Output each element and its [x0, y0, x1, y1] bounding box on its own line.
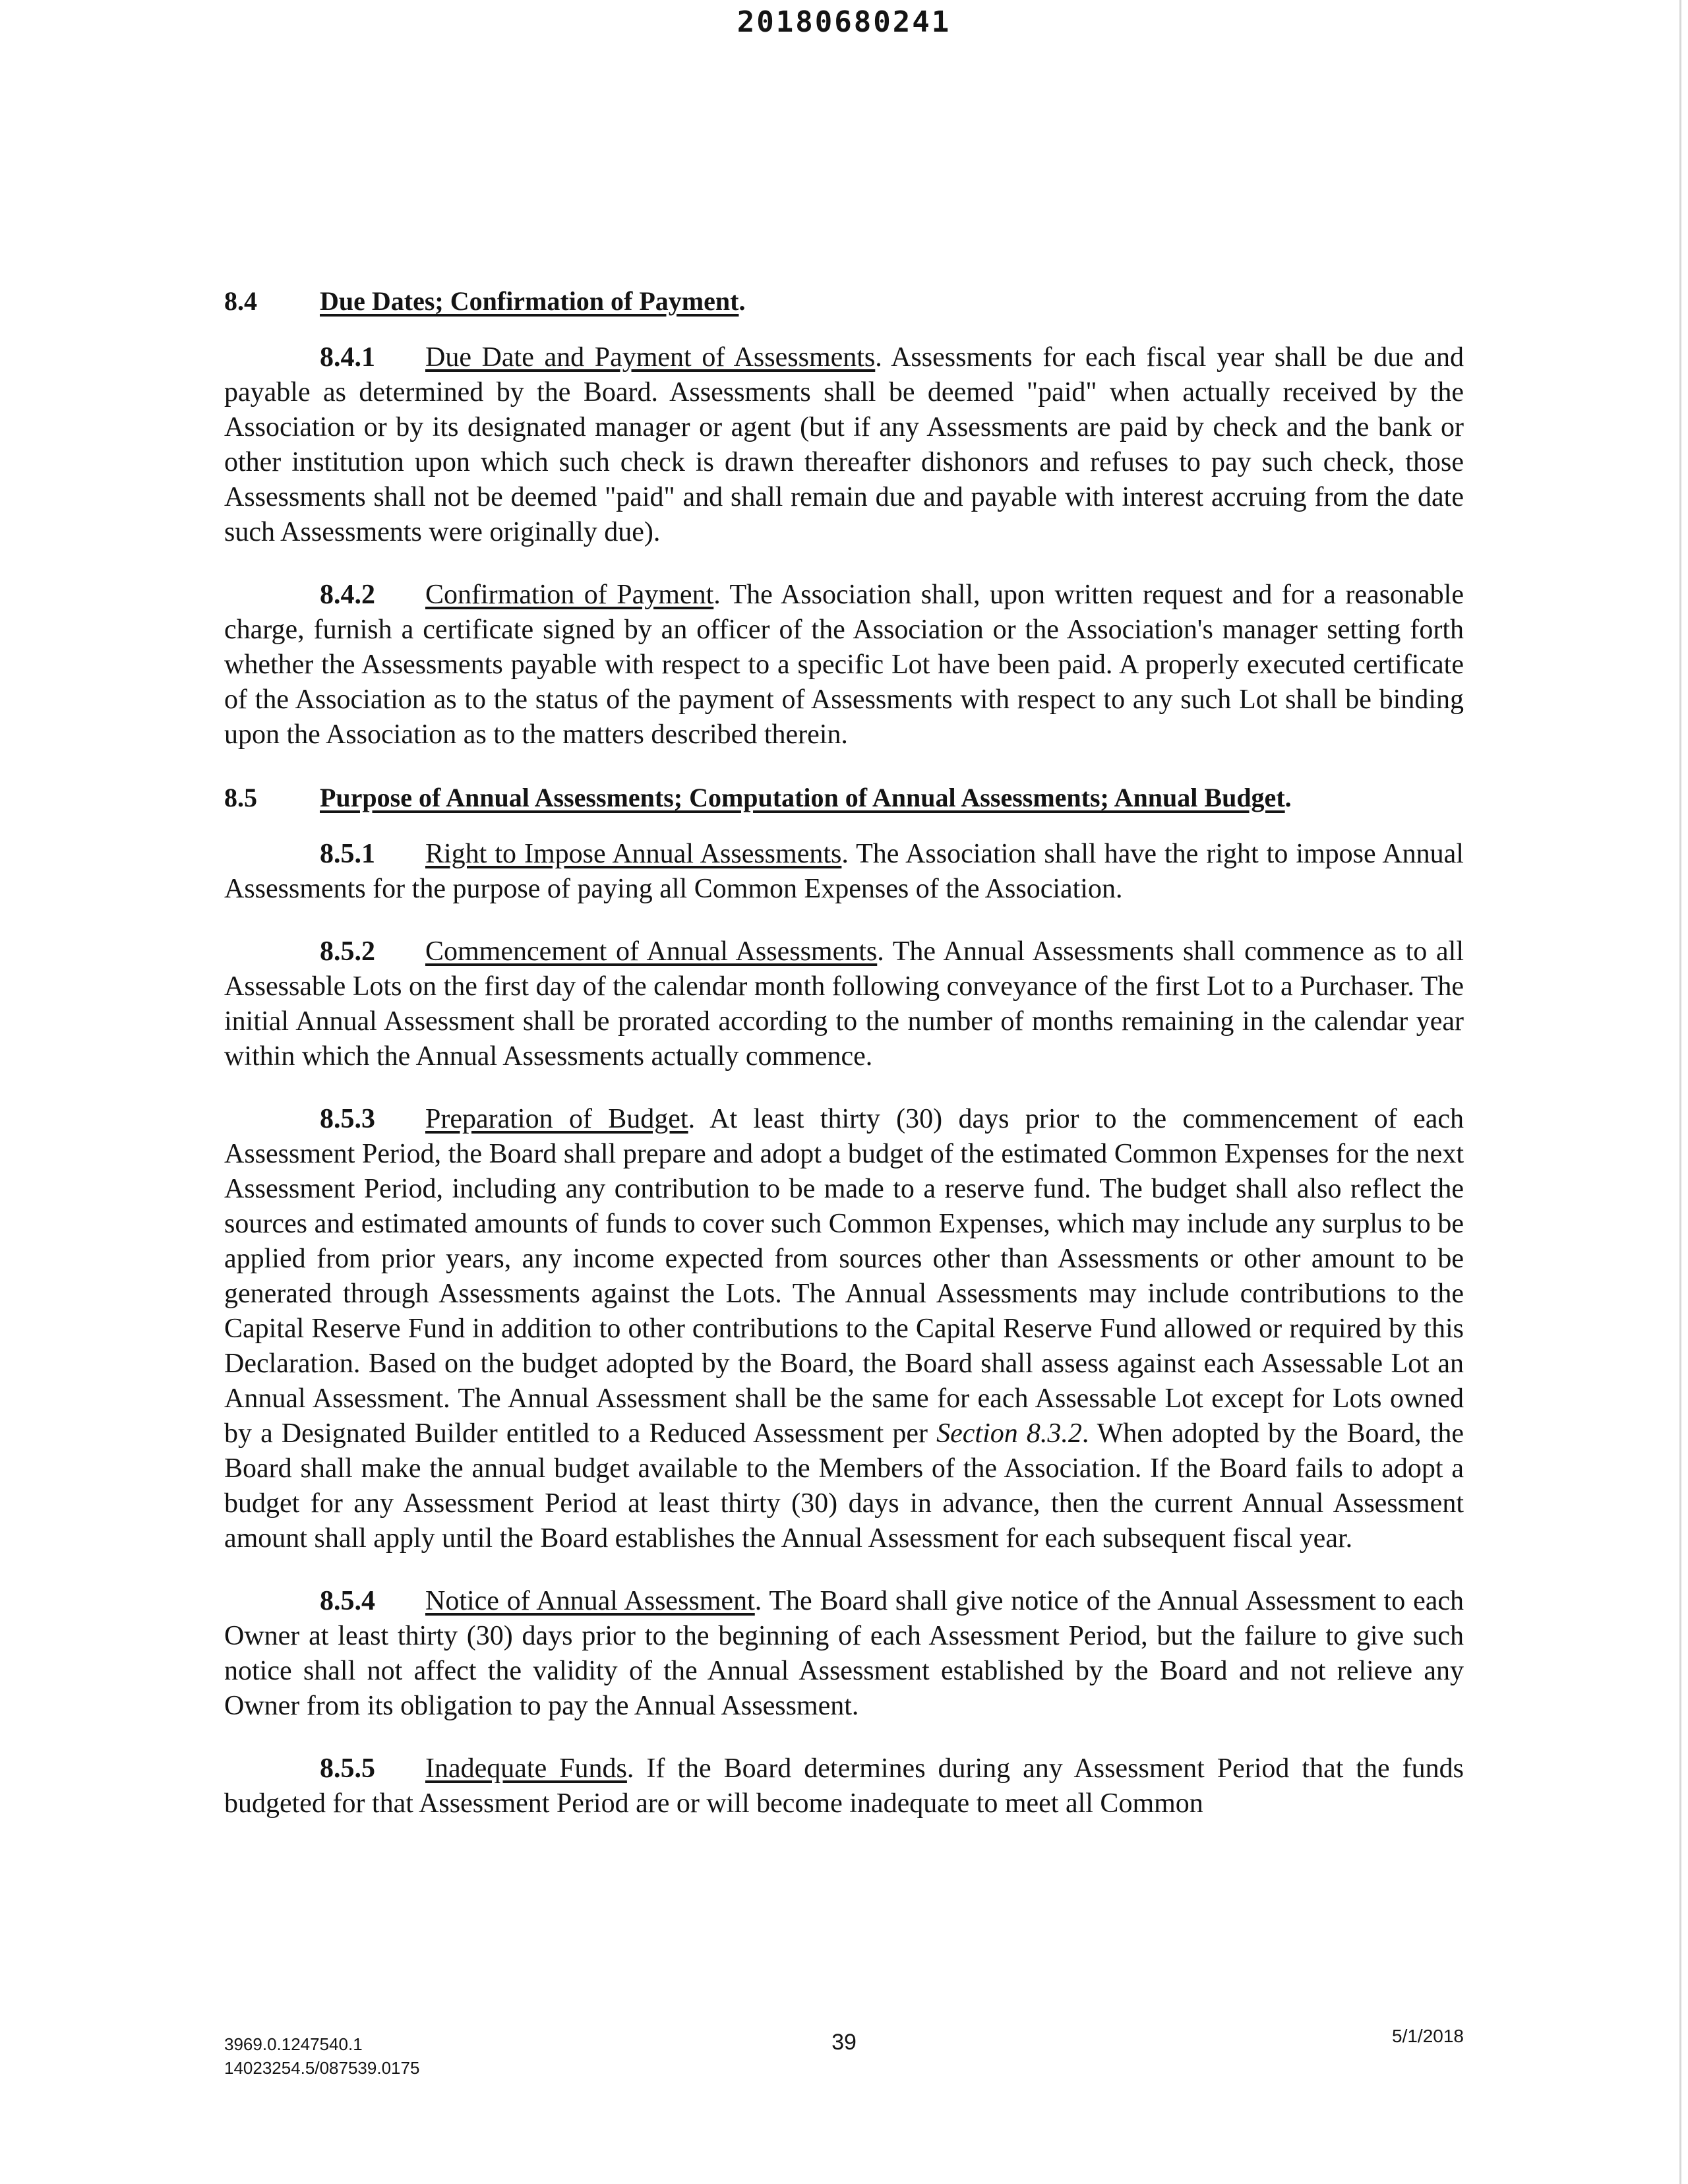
paragraph-text: The Board shall give notice of the Annual Assessment to each Owner at least thirty (30) days prior to the beginning of each Assessment Period, but the failure to give such notice shall not affect the validity of the Annual Assessment established by the Board and not relieve any Owner from its obligation to pay the Annual Assessment. — [224, 1586, 1464, 1721]
subsection-title: Inadequate Funds — [425, 1753, 627, 1784]
paragraph-text: If the Board determines during any Assessment Period that the funds budgeted for that Assessment Period are or will become inadequate to meet all Common — [224, 1753, 1464, 1819]
paragraph-8-5-5: 8.5.5 Inadequate Funds. If the Board determines during any Assessment Period that the funds budgeted for that Assessment Period are or will become inadequate to meet all Common — [224, 1751, 1464, 1821]
footer-ref-1: 3969.0.1247540.1 — [224, 2034, 363, 2054]
document-body — [224, 284, 1464, 1849]
subsection-number: 8.5.3 — [320, 1104, 375, 1134]
page-number: 39 — [831, 2030, 857, 2055]
paragraph-text-continued: When adopted by the Board, the Board shall make the annual budget available to the Members of the Association. If the Board fails to adopt a budget for any Assessment Period at least thirty (30) days in advance, then the current Annual Assessment amount shall apply until the Board establishes the Annual Assessment for each subsequent fiscal year. — [224, 1418, 1464, 1554]
footer-date: 5/1/2018 — [1392, 2026, 1464, 2046]
subsection-title: Preparation of Budget — [425, 1104, 688, 1134]
page-edge-line — [1679, 0, 1681, 2184]
section-reference: Section 8.3.2 — [936, 1418, 1082, 1449]
subsection-number: 8.5.5 — [320, 1753, 375, 1784]
section-title: Due Dates; Confirmation of Payment — [320, 286, 739, 316]
section-8-5-heading: 8.5 Purpose of Annual Assessments; Computation of Annual Assessments; Annual Budget. — [224, 780, 1464, 816]
subsection-title: Notice of Annual Assessment — [425, 1586, 755, 1616]
paragraph-text: The Association shall have the right to impose Annual Assessments for the purpose of paying all Common Expenses of the Association. — [224, 839, 1464, 904]
subsection-title: Commencement of Annual Assessments — [425, 936, 878, 967]
section-title: Purpose of Annual Assessments; Computation of Annual Assessments; Annual Budget — [320, 783, 1285, 812]
document-number: 20180680241 — [737, 5, 951, 39]
paragraph-text: The Association shall, upon written request and for a reasonable charge, furnish a certificate signed by an officer of the Association or the Association's manager setting forth whether the Assessments payable with respect to a specific Lot have been paid. A properly executed certificate of the Association as to the status of the payment of Assessments with respect to any such Lot shall be binding upon the Association as to the matters described therein. — [224, 580, 1464, 750]
subsection-number: 8.4.1 — [320, 342, 375, 373]
subsection-title: Right to Impose Annual Assessments — [425, 839, 842, 869]
paragraph-text: Assessments for each fiscal year shall be due and payable as determined by the Board. Assessments shall be deemed "paid" when actually received by the Association or by its designated manager or agent (but if any Assessments are paid by check and the bank or other institution upon which such check is drawn thereafter dishonors and refuses to pay such check, those Assessments shall not be deemed "paid" and shall remain due and payable with interest accruing from the date such Assessments were originally due). — [224, 342, 1464, 547]
footer-ref-2: 14023254.5/087539.0175 — [224, 2058, 420, 2078]
paragraph-8-5-4: 8.5.4 Notice of Annual Assessment. The Board shall give notice of the Annual Assessment to each Owner at least thirty (30) days prior to the beginning of each Assessment Period, but the failure to give such notice shall not affect the validity of the Annual Assessment established by the Board and not relieve any Owner from its obligation to pay the Annual Assessment. — [224, 1584, 1464, 1724]
paragraph-text: At least thirty (30) days prior to the commencement of each Assessment Period, the Board shall prepare and adopt a budget of the estimated Common Expenses for the next Assessment Period, including any contribution to be made to a reserve fund. The budget shall also reflect the sources and estimated amounts of funds to cover such Common Expenses, which may include any surplus to be applied from prior years, any income expected from sources other than Assessments or other amount to be generated through Assessments against the Lots. The Annual Assessments may include contributions to the Capital Reserve Fund in addition to other contributions to the Capital Reserve Fund allowed or required by this Declaration. Based on the budget adopted by the Board, the Board shall assess against each Assessable Lot an Annual Assessment. The Annual Assessment shall be the same for each Assessable Lot except for Lots owned by a Designated Builder entitled to a Reduced Assessment per — [224, 1104, 1464, 1449]
subsection-number: 8.5.1 — [320, 839, 375, 869]
section-number: 8.4 — [224, 286, 257, 316]
paragraph-8-4-2: 8.4.2 Confirmation of Payment. The Association shall, upon written request and for a reasonable charge, furnish a certificate signed by an officer of the Association or the Association's manager setting forth whether the Assessments payable with respect to a specific Lot have been paid. A properly executed certificate of the Association as to the status of the payment of Assessments with respect to any such Lot shall be binding upon the Association as to the matters described therein. — [224, 578, 1464, 752]
section-number: 8.5 — [224, 783, 257, 812]
paragraph-8-4-1: 8.4.1 Due Date and Payment of Assessments. Assessments for each fiscal year shall be due and payable as determined by the Board. Assessments shall be deemed "paid" when actually received by the Association or by its designated manager or agent (but if any Assessments are paid by check and the bank or other institution upon which such check is drawn thereafter dishonors and refuses to pay such check, those Assessments shall not be deemed "paid" and shall remain due and payable with interest accruing from the date such Assessments were originally due). — [224, 340, 1464, 550]
subsection-number: 8.4.2 — [320, 580, 375, 610]
paragraph-text: The Annual Assessments shall commence as to all Assessable Lots on the first day of the calendar month following conveyance of the first Lot to a Purchaser. The initial Annual Assessment shall be prorated according to the number of months remaining in the calendar year within which the Annual Assessments actually commence. — [224, 936, 1464, 1072]
paragraph-8-5-2: 8.5.2 Commencement of Annual Assessments. The Annual Assessments shall commence as to all Assessable Lots on the first day of the calendar month following conveyance of the first Lot to a Purchaser. The initial Annual Assessment shall be prorated according to the number of months remaining in the calendar year within which the Annual Assessments actually commence. — [224, 934, 1464, 1074]
subsection-number: 8.5.2 — [320, 936, 375, 967]
subsection-title: Confirmation of Payment — [425, 580, 714, 610]
subsection-title: Due Date and Payment of Assessments — [425, 342, 876, 373]
paragraph-8-5-1: 8.5.1 Right to Impose Annual Assessments. The Association shall have the right to impose Annual Assessments for the purpose of paying all Common Expenses of the Association. — [224, 837, 1464, 907]
section-8-4-heading: 8.4 Due Dates; Confirmation of Payment. — [224, 284, 1464, 319]
subsection-number: 8.5.4 — [320, 1586, 375, 1616]
paragraph-8-5-3: 8.5.3 Preparation of Budget. At least thirty (30) days prior to the commencement of each Assessment Period, the Board shall prepare and adopt a budget of the estimated Common Expenses for the next Assessment Period, including any contribution to be made to a reserve fund. The budget shall also reflect the sources and estimated amounts of funds to cover such Common Expenses, which may include any surplus to be applied from prior years, any income expected from sources other than Assessments or other amount to be generated through Assessments against the Lots. The Annual Assessments may include contributions to the Capital Reserve Fund in addition to other contributions to the Capital Reserve Fund allowed or required by this Declaration. Based on the budget adopted by the Board, the Board shall assess against each Assessable Lot an Annual Assessment. The Annual Assessment shall be the same for each Assessable Lot except for Lots owned by a Designated Builder entitled to a Reduced Assessment per Section 8.3.2. When adopted by the Board, the Board shall make the annual budget available to the Members of the Association. If the Board fails to adopt a budget for any Assessment Period at least thirty (30) days in advance, then the current Annual Assessment amount shall apply until the Board establishes the Annual Assessment for each subsequent fiscal year. — [224, 1102, 1464, 1556]
